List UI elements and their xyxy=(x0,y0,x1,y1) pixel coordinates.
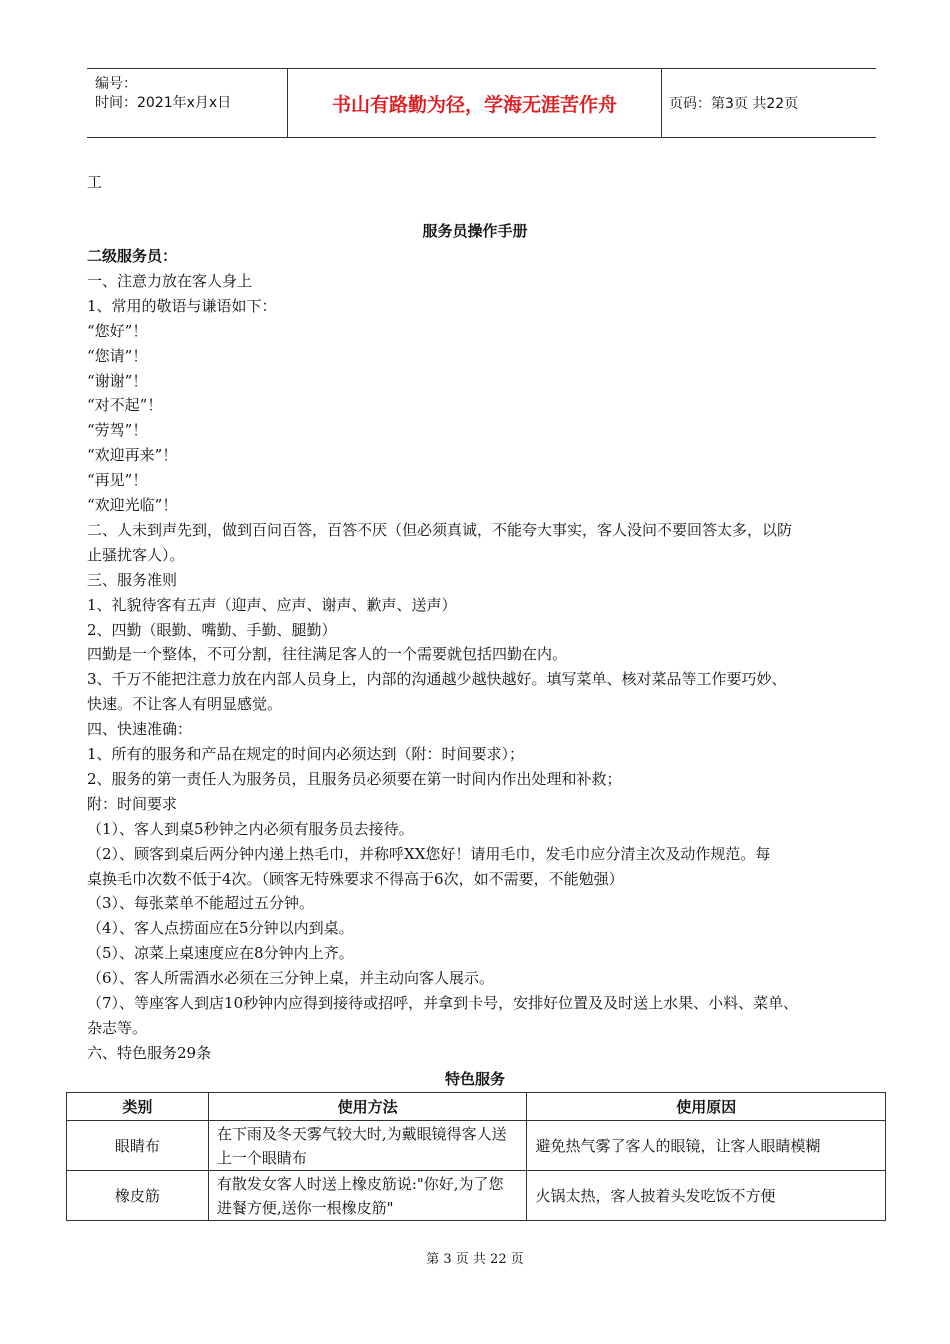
text-line: 3、千万不能把注意力放在内部人员身上，内部的沟通越少越快越好。填写菜单、核对菜品等工作要巧妙、 xyxy=(87,670,787,688)
text-line: 止骚扰客人）。 xyxy=(87,546,185,564)
text-line: 二、人未到声先到，做到百问百答，百答不厌（但必须真诚，不能夸大事实，客人没问不要回答太多，以防 xyxy=(87,521,793,539)
text-line: 1、礼貌待客有五声（迎声、应声、谢声、歉声、送声） xyxy=(87,596,457,614)
text-line: “欢迎光临”！ xyxy=(87,496,178,514)
table-row xyxy=(67,1171,886,1221)
table-title: 特色服务 xyxy=(444,1070,505,1088)
doc-number-label: 编号： xyxy=(95,76,137,92)
text-line: “对不起”！ xyxy=(87,396,163,414)
text-line: （2）、顾客到桌后两分钟内递上热毛巾，并称呼XX您好！请用毛巾，发毛巾应分清主次及动作规范。每 xyxy=(87,845,771,863)
text-line: 一、注意力放在客人身上 xyxy=(87,272,253,290)
doc-title: 服务员操作手册 xyxy=(422,222,528,240)
header-page-label: 页码：第3页 共22页 xyxy=(669,96,799,112)
text-line: “劳驾”！ xyxy=(87,421,148,439)
text-line: （7）、等座客人到店10秒钟内应得到接待或招呼，并拿到卡号，安排好位置及及时送上水果、小料、菜单、 xyxy=(87,994,799,1012)
header-motto: 书山有路勤为径，学海无涯苦作舟 xyxy=(287,69,662,137)
text-line: 四勤是一个整体，不可分割，往往满足客人的一个需要就包括四勤在内。 xyxy=(87,645,568,663)
text-line: 2、服务的第一责任人为服务员，且服务员必须要在第一时间内作出处理和补救； xyxy=(87,770,622,788)
text-line: （5）、凉菜上桌速度应在8分钟内上齐。 xyxy=(87,944,354,962)
cell-category: 橡皮筋 xyxy=(67,1171,209,1221)
stray-char: 工 xyxy=(87,173,103,191)
column-header-category: 类别 xyxy=(67,1093,209,1121)
text-line: 1、所有的服务和产品在规定的时间内必须达到（附：时间要求）； xyxy=(87,745,525,763)
cell-reason: 火锅太热，客人披着头发吃饭不方便 xyxy=(527,1171,886,1221)
cell-method: 有散发女客人时送上橡皮筋说:"你好,为了您进餐方便,送你一根橡皮筋" xyxy=(208,1171,527,1221)
text-line: （1）、客人到桌5秒钟之内必须有服务员去接待。 xyxy=(87,820,414,838)
text-line: 三、服务准则 xyxy=(87,571,178,589)
cell-method: 在下雨及冬天雾气较大时,为戴眼镜得客人送上一个眼睛布 xyxy=(208,1121,527,1171)
special-service-table xyxy=(66,1092,886,1221)
page-header xyxy=(87,68,876,138)
text-line: 2、四勤（眼勤、嘴勤、手勤、腿勤） xyxy=(87,621,337,639)
text-line: “谢谢”！ xyxy=(87,372,148,390)
page-footer: 第 3 页 共 22 页 xyxy=(426,1252,524,1267)
text-line: 附：时间要求 xyxy=(87,795,178,813)
doc-time-label: 时间：2021年x月x日 xyxy=(95,95,232,111)
cell-reason: 避免热气雾了客人的眼镜，让客人眼睛模糊 xyxy=(527,1121,886,1171)
table-header-row xyxy=(67,1093,886,1121)
text-line: 四、快速准确： xyxy=(87,720,193,738)
text-line: “您请”！ xyxy=(87,347,148,365)
text-line: 二级服务员： xyxy=(87,247,178,265)
column-header-method: 使用方法 xyxy=(208,1093,527,1121)
text-line: （4）、客人点捞面应在5分钟以内到桌。 xyxy=(87,919,354,937)
text-line: 快速。不让客人有明显感觉。 xyxy=(87,695,283,713)
text-line: （6）、客人所需酒水必须在三分钟上桌，并主动向客人展示。 xyxy=(87,969,495,987)
text-line: 杂志等。 xyxy=(87,1019,148,1037)
text-line: 六、特色服务29条 xyxy=(87,1044,212,1062)
text-line: “您好”！ xyxy=(87,322,148,340)
column-header-reason: 使用原因 xyxy=(527,1093,886,1121)
cell-category: 眼睛布 xyxy=(67,1121,209,1171)
text-line: 桌换毛巾次数不低于4次。（顾客无特殊要求不得高于6次，如不需要，不能勉强） xyxy=(87,870,624,888)
text-line: 1、常用的敬语与谦语如下： xyxy=(87,297,277,315)
text-line: （3）、每张菜单不能超过五分钟。 xyxy=(87,894,315,912)
text-line: “再见”！ xyxy=(87,471,148,489)
header-meta xyxy=(87,69,287,137)
text-line: “欢迎再来”！ xyxy=(87,446,178,464)
table-row xyxy=(67,1121,886,1171)
